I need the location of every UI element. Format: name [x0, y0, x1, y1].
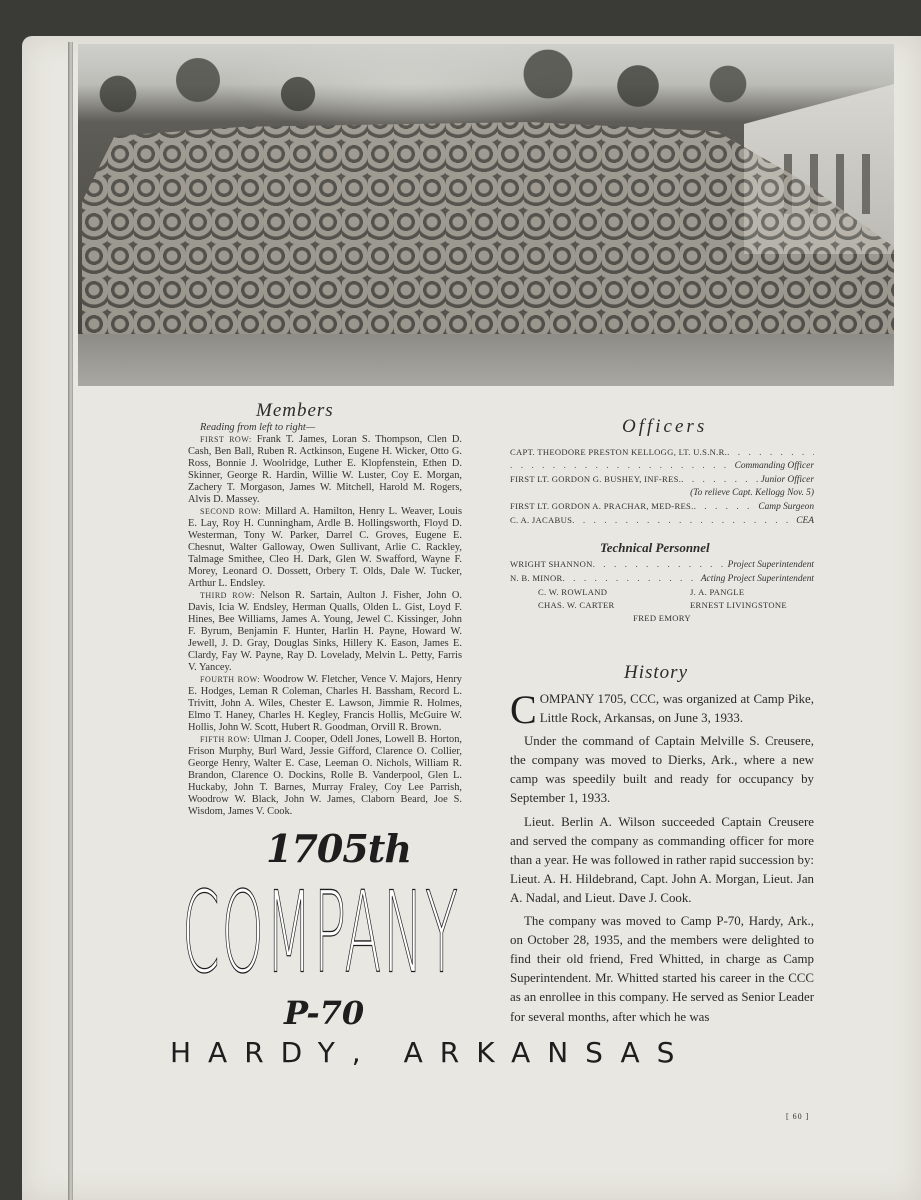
- technical-heading: Technical Personnel: [600, 540, 710, 555]
- technical-line: N. B. MINOR . . . Acting Project Superintendent: [510, 572, 814, 586]
- company-group-photo: [78, 44, 894, 386]
- location-title: HARDY, ARKANSAS: [170, 1036, 692, 1069]
- members-row-2: SECOND ROW: Millard A. Hamilton, Henry L. Weaver, Louis E. Lay, Roy H. Cunningham, Ardle B. Hollingsworth, Floyd D. Westerman, Tony W. Parker, Darrel C. Groves, Eugene E. Chesnut, Walter Galloway, Owen Sullivant, Arlie C. Rackley, Talmage Smithee, Cleo H. Dark, Glen W. Swafford, Wayne F. Morey, Leonard O. Dossett, Orbery T. Olds, Dale W. Tucker, Arthur L. Endsley.: [188, 506, 462, 589]
- technical-pair: C. W. ROWLAND J. A. PANGLE: [538, 587, 745, 597]
- company-word-title: COMPANY: [182, 866, 460, 999]
- history-paragraph-1: COMPANY 1705, CCC, was organized at Camp Pike, Little Rock, Arkansas, on June 3, 1933.: [510, 687, 814, 732]
- camp-code-title: P-70: [284, 994, 365, 1032]
- officer-line: FIRST LT. GORDON A. PRACHAR, MED-RES. . . . Camp Surgeon: [510, 500, 814, 514]
- history-dropcap: C: [510, 687, 537, 732]
- technical-list: [510, 558, 814, 625]
- officers-list: [510, 446, 814, 528]
- technical-pair: CHAS. W. CARTER ERNEST LIVINGSTONE: [538, 600, 787, 610]
- members-row-5: FIFTH ROW: Ulman J. Cooper, Odell Jones, Lowell B. Horton, Frison Murphy, Burl Ward, Jessie Gifford, Clarence O. Collier, George Henry, Walter E. Case, Leeman O. Nichols, William R. Brandon, Clarence O. Dockins, Rolle B. Vanderpool, Glen L. Huckaby, John T. Barnes, Murray Fraley, Coy Lee Parrish, Woodrow W. Black, John W. James, Claborn Beard, Joe S. Wisdom, James V. Cook.: [188, 734, 462, 817]
- officer-note: (To relieve Capt. Kellogg Nov. 5): [690, 488, 814, 498]
- officers-heading: Officers: [622, 416, 708, 437]
- photo-ground: [78, 334, 894, 386]
- technical-single: FRED EMORY: [633, 613, 691, 623]
- page-number: [ 60 ]: [786, 1112, 810, 1121]
- officer-line: CAPT. THEODORE PRESTON KELLOGG, LT. U.S.N.R. . . .: [510, 446, 814, 460]
- officer-line: C. A. JACABUS . . . CEA: [510, 514, 814, 528]
- history-text: [510, 687, 814, 1031]
- page: [22, 36, 921, 1200]
- members-row-1: FIRST ROW: Frank T. James, Loran S. Thompson, Clen D. Cash, Ben Ball, Ruben R. Actkinson, Eugene H. Wicker, Otto G. Ross, Bonnie J. Woolridge, Luther E. Klopfenstein, Ethen D. Skinner, George R. Hardin, Willie W. Luster, Coy E. Morgan, Zachery T. Morgason, James W. Mitchell, Harold M. Rogers, Alvis D. Massey.: [188, 434, 463, 505]
- technical-line: WRIGHT SHANNON . . . Project Superintendent: [510, 558, 814, 572]
- history-heading: History: [624, 662, 688, 683]
- members-list: [188, 422, 462, 818]
- officer-line: . . . Commanding Officer: [510, 460, 814, 473]
- officer-line: FIRST LT. GORDON G. BUSHEY, INF-RES. . . . Junior Officer: [510, 473, 814, 487]
- company-number-title: 1705th: [266, 826, 411, 871]
- history-paragraph-2: Under the command of Captain Melville S. Creusere, the company was moved to Dierks, Ark., where a new camp was speedily built and ready for occupancy by September 1, 1933.: [510, 734, 814, 806]
- members-row-4: FOURTH ROW: Woodrow W. Fletcher, Vence V. Majors, Henry E. Hodges, Leman R Coleman, Charles H. Bassham, Record L. Trivitt, John A. Wiles, Chester E. Lawson, Jimmie R. Holmes, Elmo T. Haney, Charles H. Kegley, Francis Hollis, McGuire W. Hollis, John W. Scott, Hubert R. Goodman, Orvill R. Brown.: [188, 674, 462, 733]
- history-paragraph-3: Lieut. Berlin A. Wilson succeeded Captain Creusere and served the company as commanding officer for more than a year. He was followed in rather rapid succession by: Lieut. A. H. Hildebrand, Capt. John A. Morgan, Lieut. Jan A. Nadal, and Lieut. Dave J. Cook.: [510, 814, 814, 905]
- history-paragraph-4: The company was moved to Camp P-70, Hardy, Ark., on October 28, 1935, and the members were delighted to find their old friend, Fred Whitted, in charge as Camp Superintendent. Mr. Whitted started his career in the CCC as an enrollee in this company. He served as Senior Leader for several months, after which he was: [510, 914, 814, 1024]
- binding-spine: [68, 42, 73, 1200]
- members-intro: Reading from left to right—: [200, 422, 316, 433]
- members-row-3: THIRD ROW: Nelson R. Sartain, Aulton J. Fisher, John O. Davis, Icia W. Endsley, Herman Qualls, Olden L. Gist, Loyd F. Hines, Bee Williams, James A. Young, Jewel C. Kissinger, John F. Byrum, Benjamin F. Hunter, Harlin H. Payne, Howard W. Jewell, J. D. Gray, Douglas Sinks, Hillery K. Eason, James E. Clardy, Fay W. Payne, Ray D. Lovelady, Melvin L. Petty, Farris V. Yancey.: [188, 590, 463, 673]
- members-heading: Members: [256, 400, 334, 421]
